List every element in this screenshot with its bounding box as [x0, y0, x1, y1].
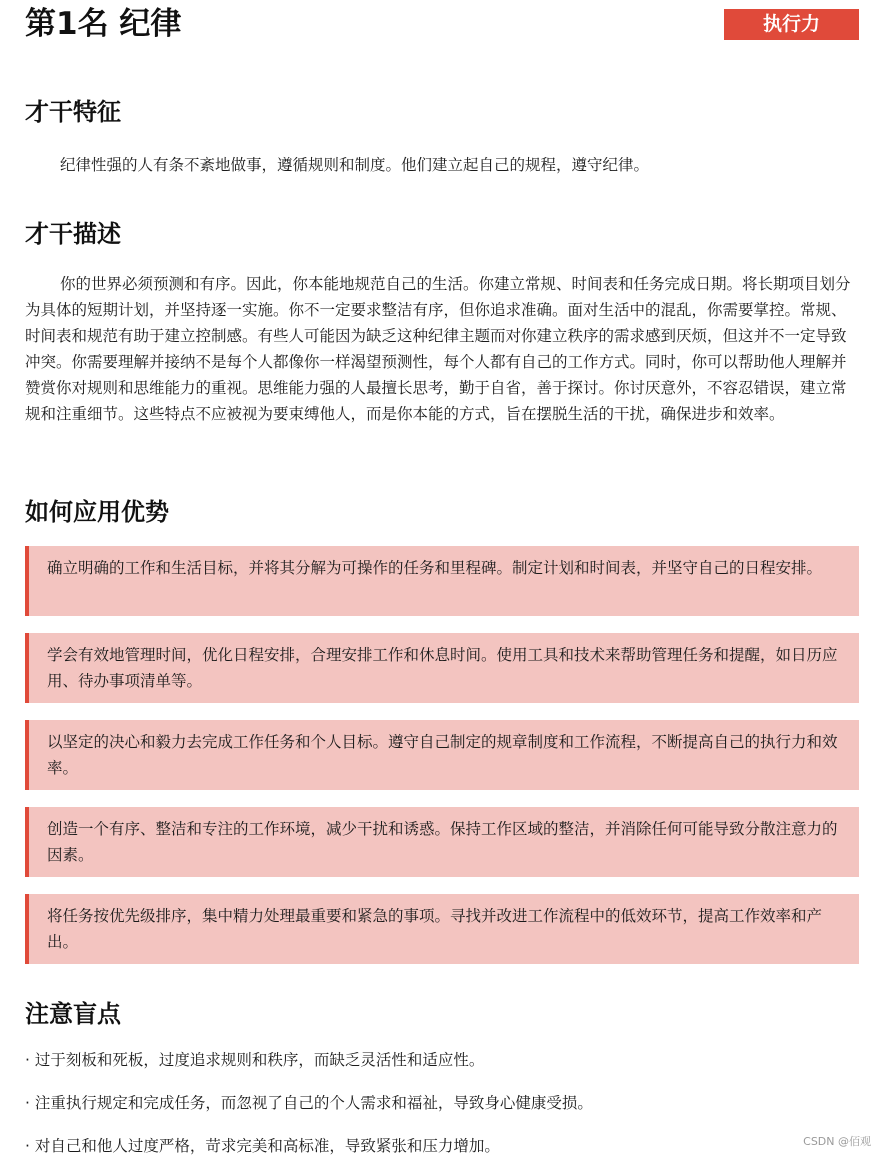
blind-spot-item: · 注重执行规定和完成任务，而忽视了自己的个人需求和福祉，导致身心健康受损。	[25, 1094, 593, 1112]
talent-description-heading: 才干描述	[25, 220, 121, 248]
apply-strengths-heading: 如何应用优势	[25, 498, 169, 526]
report-header	[25, 0, 859, 50]
watermark: CSDN @佰观	[803, 1135, 871, 1148]
tip-callout: 将任务按优先级排序，集中精力处理最重要和紧急的事项。寻找并改进工作流程中的低效环节，提高工作效率和产出。	[25, 894, 859, 964]
blind-spots-list	[25, 1047, 859, 1176]
page-title: 第1名 纪律	[25, 6, 182, 42]
tips-list	[25, 546, 859, 981]
talent-description-text: 你的世界必须预测和有序。因此，你本能地规范自己的生活。你建立常规、时间表和任务完成日期。将长期项目划分为具体的短期计划，并坚持逐一实施。你不一定要求整洁有序，但你追求准确。面对生活中的混乱，你需要掌控。常规、时间表和规范有助于建立控制感。有些人可能因为缺乏这种纪律主题而对你建立秩序的需求感到厌烦，但这并不一定导致冲突。你需要理解并接纳不是每个人都像你一样渴望预测性，每个人都有自己的工作方式。同时，你可以帮助他人理解并赞赏你对规则和思维能力的重视。思维能力强的人最擅长思考，勤于自省，善于探讨。你讨厌意外，不容忍错误，建立常规和注重细节。这些特点不应被视为要束缚他人，而是你本能的方式，旨在摆脱生活的干扰，确保进步和效率。	[25, 275, 851, 423]
blind-spots-heading: 注意盲点	[25, 1000, 121, 1028]
talent-features-heading: 才干特征	[25, 98, 121, 126]
tip-callout: 创造一个有序、整洁和专注的工作环境，减少干扰和诱惑。保持工作区域的整洁，并消除任何可能导致分散注意力的因素。	[25, 807, 859, 877]
blind-spot-item: · 对自己和他人过度严格，苛求完美和高标准，导致紧张和压力增加。	[25, 1137, 500, 1155]
tip-callout: 学会有效地管理时间，优化日程安排，合理安排工作和休息时间。使用工具和技术来帮助管理任务和提醒，如日历应用、待办事项清单等。	[25, 633, 859, 703]
blind-spot-item: · 过于刻板和死板，过度追求规则和秩序，而缺乏灵活性和适应性。	[25, 1051, 485, 1069]
tip-callout: 确立明确的工作和生活目标，并将其分解为可操作的任务和里程碑。制定计划和时间表，并坚守自己的日程安排。	[25, 546, 859, 616]
talent-features-text: 纪律性强的人有条不紊地做事，遵循规则和制度。他们建立起自己的规程，遵守纪律。	[60, 156, 650, 174]
tip-callout: 以坚定的决心和毅力去完成工作任务和个人目标。遵守自己制定的规章制度和工作流程，不断提高自己的执行力和效率。	[25, 720, 859, 790]
category-badge: 执行力	[724, 9, 859, 40]
